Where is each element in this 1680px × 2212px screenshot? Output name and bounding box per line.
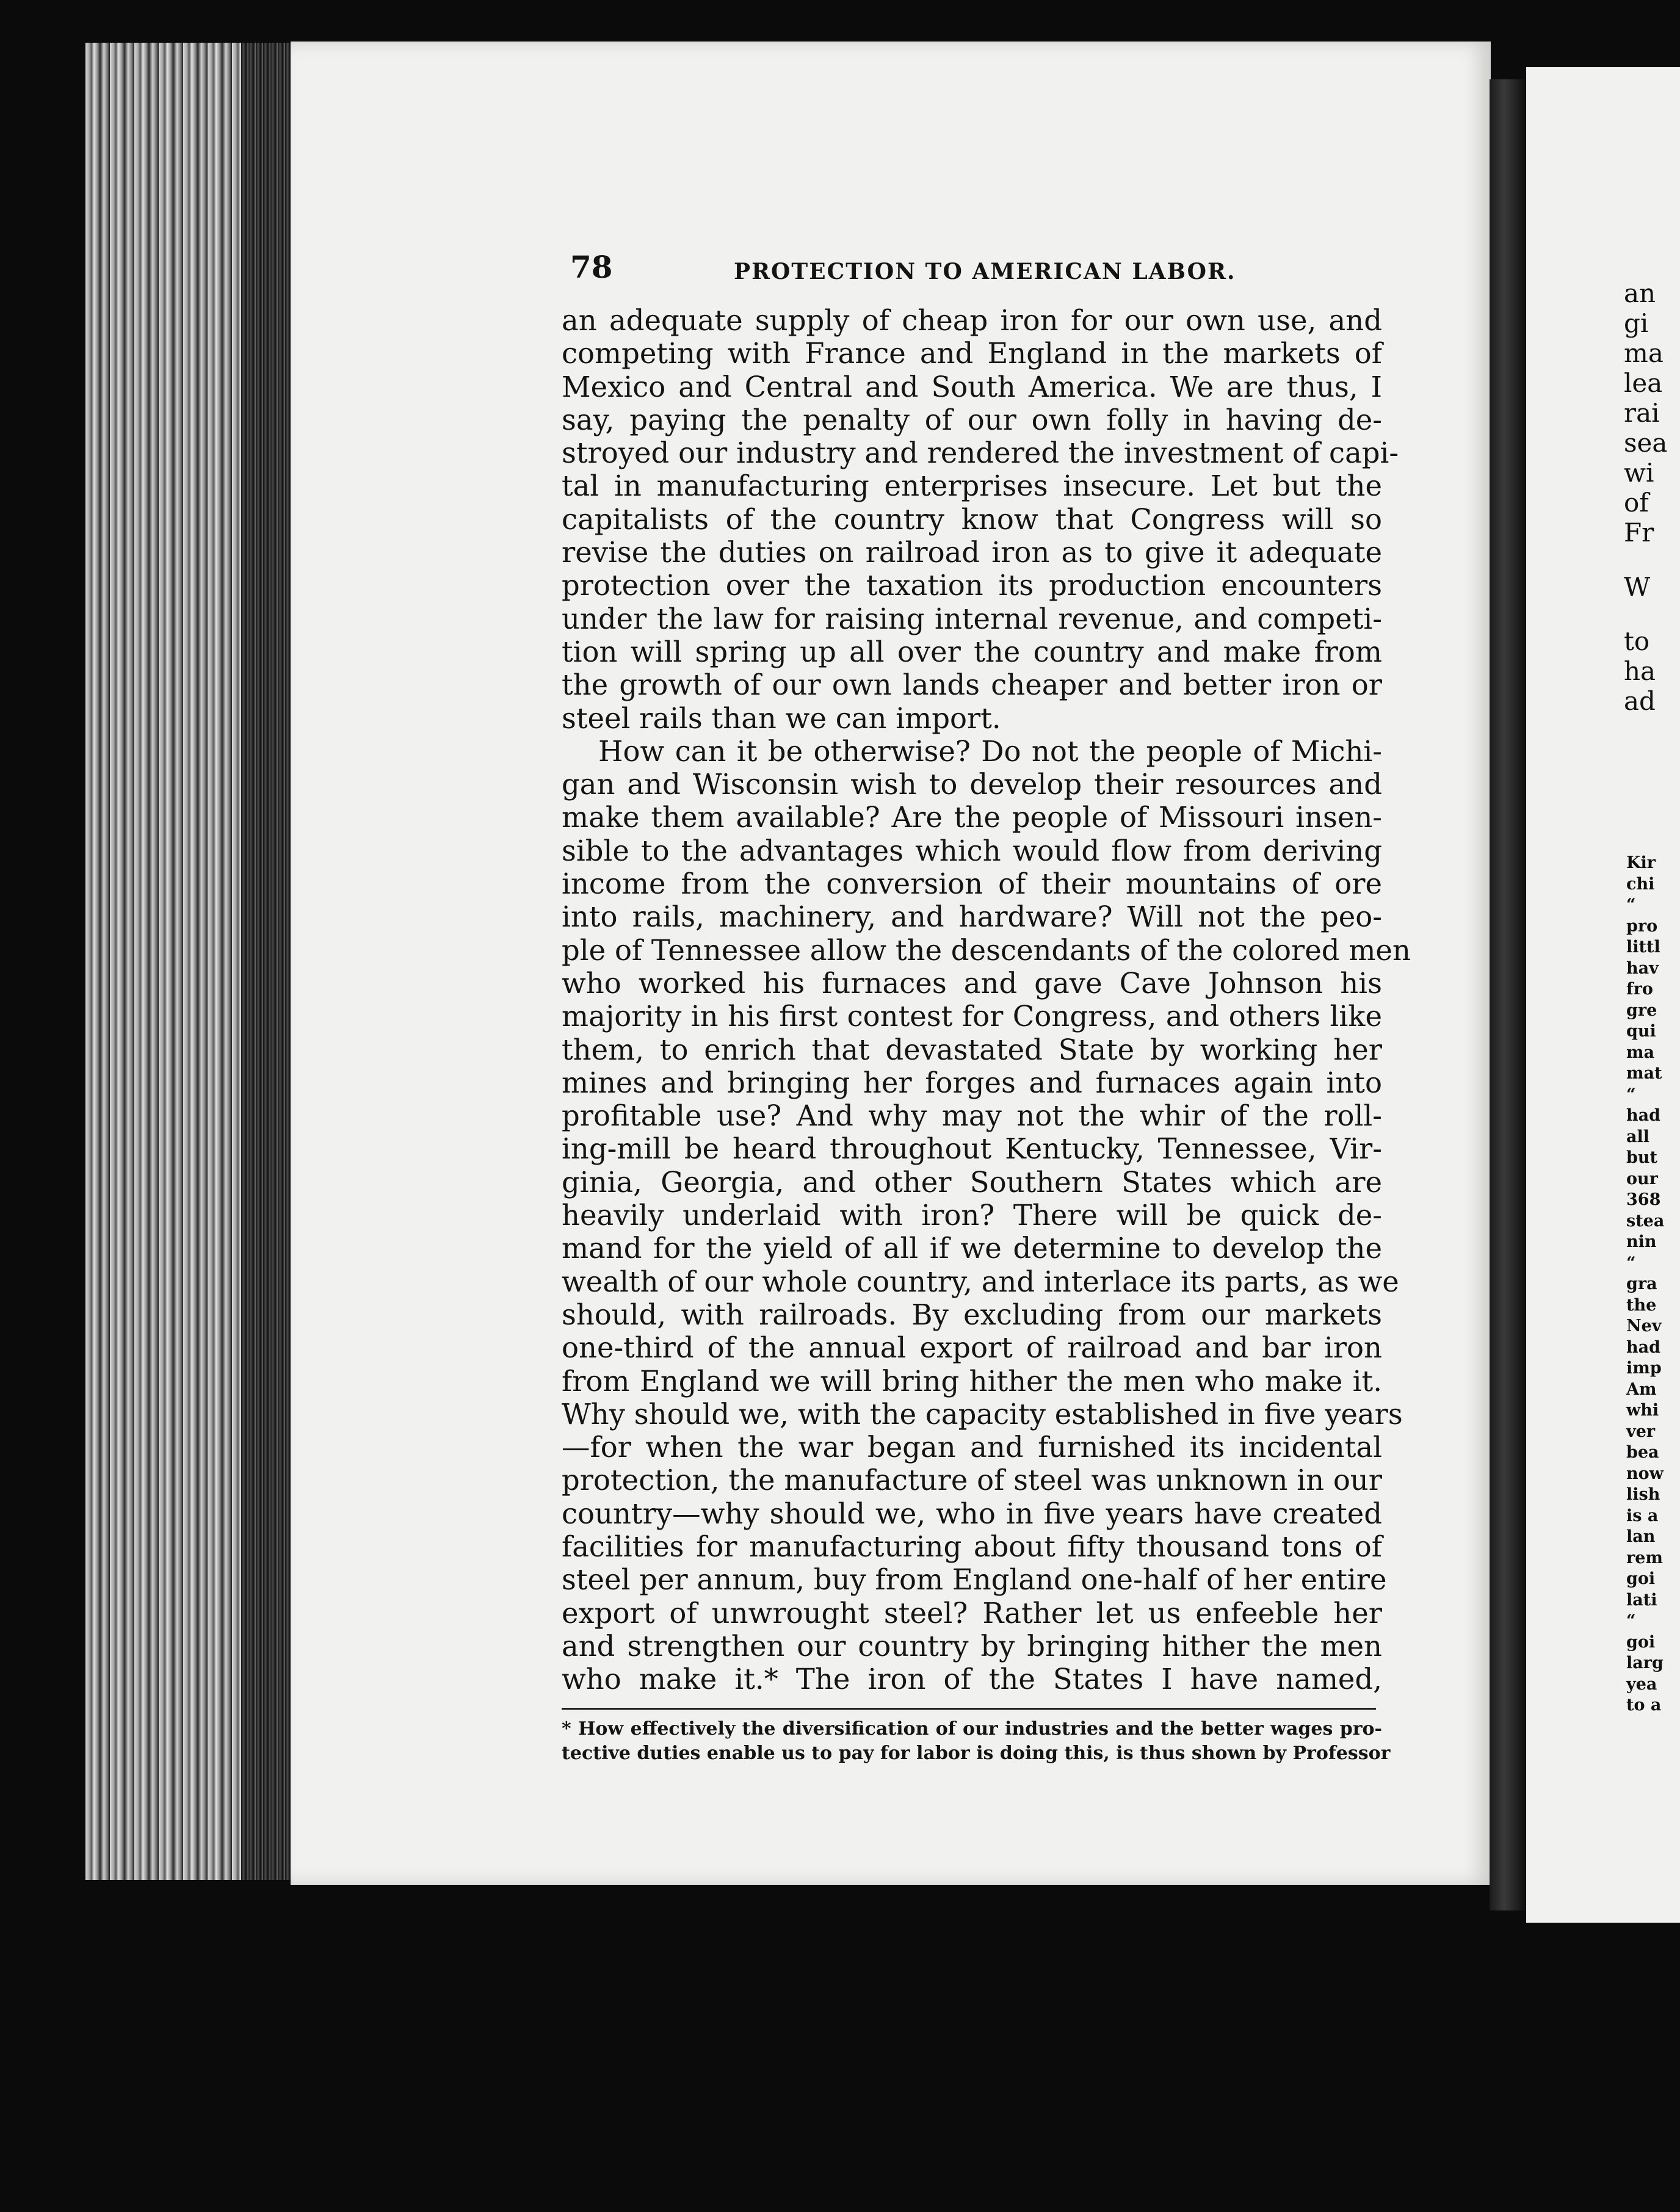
facing-note-fragment: chi <box>1626 874 1655 894</box>
text-line: profitable use? And why may not the whir of the roll- <box>562 1099 1382 1133</box>
text-line: mand for the yield of all if we determine to develop the <box>562 1232 1382 1265</box>
facing-note-fragment: our <box>1626 1169 1658 1188</box>
text-line: gan and Wisconsin wish to develop their resources and <box>562 768 1382 801</box>
footnote-line: * How effectively the diversification of our industries and the better wages pro- <box>562 1718 1382 1740</box>
facing-note-fragment: lish <box>1626 1485 1660 1504</box>
facing-text-fragment: rai <box>1624 398 1660 428</box>
text-line: revise the duties on railroad iron as to give it adequate <box>562 536 1382 569</box>
text-line: ing-mill be heard throughout Kentucky, Tennessee, Vir- <box>562 1132 1382 1166</box>
text-block <box>562 249 1411 1766</box>
book-gutter <box>1490 79 1526 1910</box>
facing-note-fragment: Nev <box>1626 1317 1662 1336</box>
text-line: into rails, machinery, and hardware? Will not the peo- <box>562 900 1382 934</box>
footnote-rule <box>562 1708 1376 1710</box>
text-line: export of unwrought steel? Rather let us enfeeble her <box>562 1596 1382 1630</box>
body-text <box>562 304 1411 1696</box>
facing-note-fragment: lati <box>1626 1590 1657 1610</box>
facing-text-fragment: Fr <box>1624 518 1654 548</box>
facing-note-fragment: 368 <box>1626 1190 1661 1209</box>
text-line: competing with France and England in the markets of <box>562 337 1382 370</box>
text-line: sible to the advantages which would flow from deriving <box>562 834 1382 867</box>
facing-note-fragment: yea <box>1626 1674 1657 1694</box>
text-line: wealth of our whole country, and interlace its parts, as we <box>562 1265 1399 1298</box>
text-line: tion will spring up all over the country and make from <box>562 635 1382 668</box>
text-line: Mexico and Central and South America. We are thus, I <box>562 370 1382 403</box>
text-line: Why should we, with the capacity established in five years <box>562 1397 1403 1431</box>
facing-note-fragment: had <box>1626 1106 1661 1125</box>
facing-text-fragment: ha <box>1624 656 1656 686</box>
facing-note-fragment: is a <box>1626 1506 1659 1525</box>
footnote <box>562 1717 1391 1766</box>
text-line: income from the conversion of their mountains of ore <box>562 867 1382 901</box>
page-stack-shadow <box>241 43 293 1880</box>
text-line: ginia, Georgia, and other Southern States which are <box>562 1165 1382 1199</box>
facing-text-fragment: lea <box>1624 368 1663 398</box>
facing-text-fragment: to <box>1624 626 1650 656</box>
text-line: facilities for manufacturing about fifty thousand tons of <box>562 1530 1382 1563</box>
text-line: protection over the taxation its production encounters <box>562 569 1382 602</box>
text-line: majority in his first contest for Congress, and others like <box>562 1000 1382 1033</box>
facing-note-fragment: Kir <box>1626 853 1656 872</box>
facing-note-fragment: pro <box>1626 916 1658 936</box>
text-line: under the law for raising internal revenue, and competi- <box>562 602 1382 635</box>
text-line: an adequate supply of cheap iron for our own use, and <box>562 304 1382 337</box>
text-line: should, with railroads. By excluding from our markets <box>562 1298 1382 1331</box>
facing-note-fragment: now <box>1626 1464 1664 1483</box>
facing-note-fragment: nin <box>1626 1232 1657 1251</box>
facing-note-fragment: littl <box>1626 938 1660 956</box>
text-line: mines and bringing her forges and furnaces again into <box>562 1066 1382 1099</box>
facing-text-fragment: gi <box>1624 308 1649 338</box>
facing-note-fragment: ver <box>1626 1422 1656 1441</box>
text-line: steel per annum, buy from England one-half of her entire <box>562 1563 1387 1597</box>
facing-note-fragment: gra <box>1626 1274 1657 1293</box>
text-line: How can it be otherwise? Do not the people of Michi- <box>598 734 1382 768</box>
facing-note-fragment: all <box>1626 1127 1650 1146</box>
page-number: 78 <box>570 249 613 285</box>
facing-note-fragment: imp <box>1626 1359 1662 1378</box>
text-line: the growth of our own lands cheaper and better iron or <box>562 668 1382 702</box>
text-line: capitalists of the country know that Congress will so <box>562 502 1382 536</box>
facing-note-fragment: ma <box>1626 1043 1655 1062</box>
facing-note-fragment: had <box>1626 1337 1661 1357</box>
text-line: make them available? Are the people of Missouri insen- <box>562 801 1382 834</box>
text-line: tal in manufacturing enterprises insecure. Let but the <box>562 469 1382 503</box>
text-line: country—why should we, who in five years have created <box>562 1497 1382 1530</box>
facing-text-fragment: wi <box>1624 458 1654 488</box>
facing-text-fragment: of <box>1624 488 1649 518</box>
facing-note-fragment: mat <box>1626 1064 1662 1083</box>
facing-note-fragment: whi <box>1626 1401 1659 1420</box>
facing-note-fragment: bea <box>1626 1443 1659 1462</box>
facing-note-fragment: “ <box>1626 1085 1636 1104</box>
facing-note-fragment: hav <box>1626 958 1659 978</box>
facing-note-fragment: stea <box>1626 1211 1665 1231</box>
facing-text-fragment: an <box>1624 278 1656 308</box>
running-head <box>562 249 1382 304</box>
facing-note-fragment: lan <box>1626 1527 1656 1546</box>
facing-page <box>1526 67 1680 1923</box>
running-title: PROTECTION TO AMERICAN LABOR. <box>734 259 1236 284</box>
text-line: stroyed our industry and rendered the investment of capi- <box>562 436 1399 470</box>
facing-note-fragment: gre <box>1626 1000 1657 1020</box>
facing-note-fragment: goi <box>1626 1569 1656 1588</box>
text-line: them, to enrich that devastated State by working her <box>562 1033 1382 1066</box>
text-line: who worked his furnaces and gave Cave Johnson his <box>562 966 1382 1000</box>
text-line: steel rails than we can import. <box>562 701 1001 735</box>
text-line: protection, the manufacture of steel was unknown in our <box>562 1464 1382 1497</box>
facing-note-fragment: larg <box>1626 1654 1664 1672</box>
facing-note-fragment: “ <box>1626 1611 1636 1630</box>
facing-note-fragment: “ <box>1626 1253 1636 1273</box>
facing-note-fragment: goi <box>1626 1632 1656 1652</box>
facing-note-fragment: rem <box>1626 1548 1663 1567</box>
facing-note-fragment: “ <box>1626 895 1636 914</box>
facing-note-fragment: qui <box>1626 1022 1656 1041</box>
facing-note-fragment: but <box>1626 1148 1657 1167</box>
text-line: who make it.* The iron of the States I have named, <box>562 1663 1382 1696</box>
footnote-line: tective duties enable us to pay for labor is doing this, is thus shown by Professor <box>562 1743 1391 1765</box>
facing-text-fragment: ad <box>1624 686 1656 716</box>
facing-text-fragment: sea <box>1624 428 1668 458</box>
text-line: and strengthen our country by bringing hither the men <box>562 1629 1382 1663</box>
facing-text-fragment: ma <box>1624 338 1664 368</box>
text-line: heavily underlaid with iron? There will be quick de- <box>562 1199 1382 1232</box>
text-line: say, paying the penalty of our own folly in having de- <box>562 403 1382 436</box>
text-line: —for when the war began and furnished its incidental <box>562 1431 1382 1464</box>
text-line: from England we will bring hither the men who make it. <box>562 1364 1382 1398</box>
facing-note-fragment: the <box>1626 1295 1657 1315</box>
text-line: one-third of the annual export of railroad and bar iron <box>562 1331 1382 1365</box>
text-line: ple of Tennessee allow the descendants of the colored men <box>562 933 1411 967</box>
facing-note-fragment: to a <box>1626 1696 1662 1715</box>
facing-note-fragment: Am <box>1626 1379 1657 1399</box>
facing-text-fragment: W <box>1624 572 1651 602</box>
facing-note-fragment: fro <box>1626 980 1653 999</box>
